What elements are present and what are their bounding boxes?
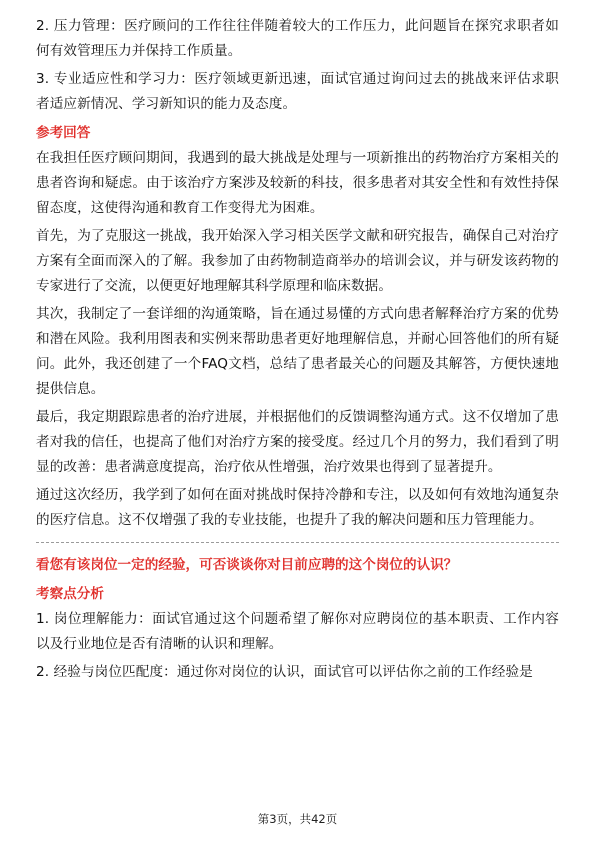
answer-paragraph: 通过这次经历，我学到了如何在面对挑战时保持冷静和专注，以及如何有效地沟通复杂的医疗信息。这不仅增强了我的专业技能，也提升了我的解决问题和压力管理能力。 [36,487,559,528]
adaptability-item: 3. 专业适应性和学习力：医疗领域更新迅速，面试官通过询问过去的挑战来评估求职者适应新情况、学习新知识的能力及态度。 [36,71,559,112]
analysis-item: 2. 经验与岗位匹配度：通过你对岗位的认识，面试官可以评估你之前的工作经验是 [36,664,533,680]
analysis-heading: 考察点分析 [36,586,104,602]
page-footer: 第3页，共42页 [257,812,338,826]
answer-paragraph: 其次，我制定了一套详细的沟通策略，旨在通过易懂的方式向患者解释治疗方案的优势和潜在风险。我利用图表和实例来帮助患者更好地理解信息，并耐心回答他们的所有疑问。此外，我还创建了一个FAQ文档，总结了患者最关心的问题及其解答，方便快速地提供信息。 [36,306,559,397]
reference-answer-heading: 参考回答 [36,125,91,141]
answer-paragraph: 首先，为了克服这一挑战，我开始深入学习相关医学文献和研究报告，确保自己对治疗方案有全面而深入的了解。我参加了由药物制造商举办的培训会议，并与研发该药物的专家进行了交流，以便更好地理解其科学原理和临床数据。 [36,228,559,294]
interview-question: 看您有该岗位一定的经验，可否谈谈你对目前应聘的这个岗位的认识？ [36,557,458,573]
pressure-management-item: 2. 压力管理：医疗顾问的工作往往伴随着较大的工作压力，此问题旨在探究求职者如何有效管理压力并保持工作质量。 [36,18,559,59]
answer-paragraph: 在我担任医疗顾问期间，我遇到的最大挑战是处理与一项新推出的药物治疗方案相关的患者咨询和疑虑。由于该治疗方案涉及较新的科技，很多患者对其安全性和有效性持保留态度，这使得沟通和教育工作变得尤为困难。 [36,150,559,216]
answer-paragraph: 最后，我定期跟踪患者的治疗进展，并根据他们的反馈调整沟通方式。这不仅增加了患者对我的信任，也提高了他们对治疗方案的接受度。经过几个月的努力，我们看到了明显的改善：患者满意度提高，治疗依从性增强，治疗效果也得到了显著提升。 [36,409,559,475]
analysis-item: 1. 岗位理解能力：面试官通过这个问题希望了解你对应聘岗位的基本职责、工作内容以及行业地位是否有清晰的认识和理解。 [36,611,559,652]
document-page [36,14,559,685]
section-divider [36,542,559,543]
